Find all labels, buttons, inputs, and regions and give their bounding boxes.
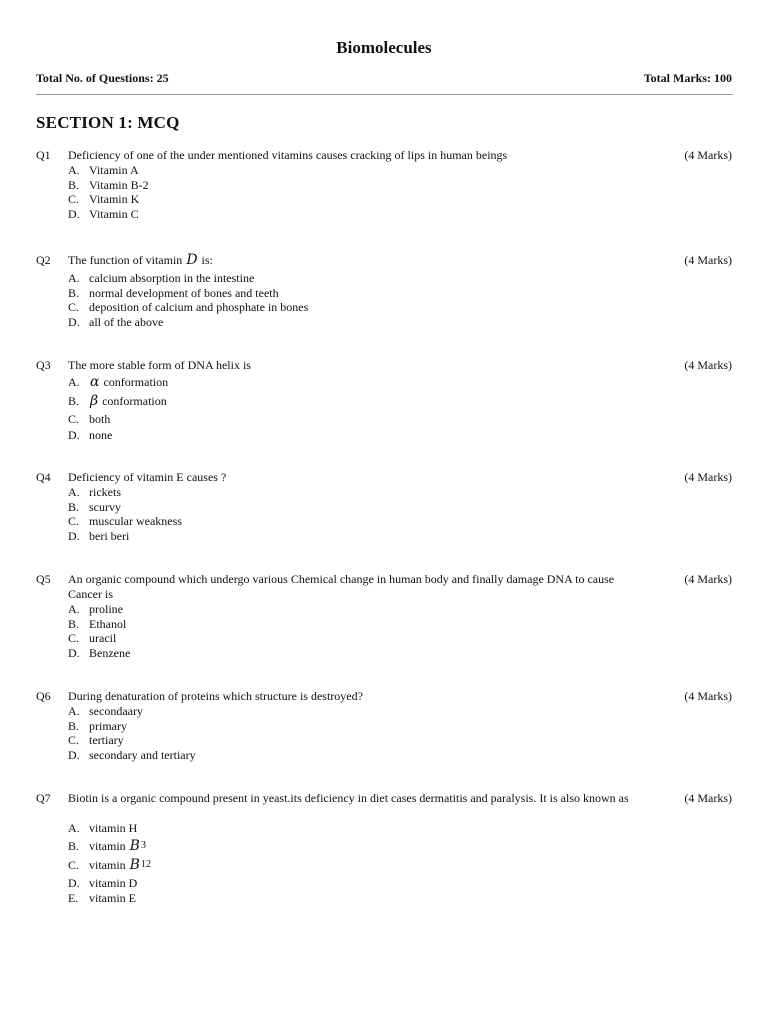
option-d [68,428,168,443]
option-text: tertiary [89,733,124,748]
option-label: D. [68,875,80,890]
option-text: none [89,427,113,442]
question-text: Deficiency of one of the under mentioned vitamins causes cracking of lips in human beings [68,148,508,162]
question-marks: (4 Marks) [684,253,732,267]
options-list [68,602,130,660]
question-number: Q4 [36,470,51,484]
question-text-after: is: [198,253,213,267]
question-text: Deficiency of vitamin E causes ? [68,470,227,484]
option-d [68,748,196,763]
option-text: conformation [102,394,167,409]
option-b [68,500,182,515]
option-text: vitamin E [89,891,136,906]
option-text: vitamin D [89,875,138,890]
math-variable: D [186,252,198,268]
option-text: rickets [89,485,121,499]
option-text: normal development of bones and teeth [89,285,279,300]
option-text: deposition of calcium and phosphate in bones [89,300,309,315]
option-text: uracil [89,631,117,646]
option-d [68,876,151,891]
option-label: D. [68,528,80,543]
option-label: A. [68,602,80,616]
option-text: Ethanol [89,616,127,631]
question-text: During denaturation of proteins which structure is destroyed? [68,689,363,703]
math-subscript: 12 [140,859,151,870]
option-a [68,602,130,617]
option-text: vitamin H [89,821,138,835]
option-b [68,719,196,734]
option-label: C. [68,858,80,872]
option-label: B. [68,394,80,409]
option-text: beri beri [89,528,130,543]
option-text: primary [89,718,127,733]
option-c [68,300,308,315]
total-marks: Total Marks: 100 [643,71,732,85]
option-c [68,192,149,207]
option-a [68,163,149,178]
options-list [68,485,182,543]
option-text: Vitamin A [89,163,139,177]
question-marks: (4 Marks) [684,572,732,586]
option-label: B. [68,616,80,631]
math-variable: B [129,857,140,873]
option-e [68,891,151,906]
question-number: Q2 [36,253,51,267]
option-text: secondary and tertiary [89,747,196,762]
option-b [68,617,130,632]
section-title: SECTION 1: MCQ [36,113,180,132]
option-c [68,631,130,646]
question-number: Q5 [36,572,51,586]
option-a [68,821,151,836]
question-marks: (4 Marks) [684,689,732,703]
options-list [68,163,149,221]
option-b [68,286,308,301]
question-number: Q7 [36,791,51,805]
option-c [68,855,151,874]
total-questions: Total No. of Questions: 25 [36,71,169,85]
option-d [68,315,308,330]
option-text: calcium absorption in the intestine [89,271,255,285]
option-text: vitamin [89,839,126,853]
option-label: C. [68,631,80,646]
question-marks: (4 Marks) [684,470,732,484]
option-text: Vitamin C [89,206,139,221]
header-divider [36,94,733,95]
option-b [68,836,151,855]
option-label: E. [68,891,79,906]
option-a [68,372,168,391]
option-label: D. [68,206,80,221]
question-marks: (4 Marks) [684,358,732,372]
page-title: Biomolecules [336,38,432,57]
option-label: A. [68,271,80,285]
option-label: B. [68,839,80,853]
option-text: all of the above [89,314,164,329]
option-a [68,271,308,286]
option-text: muscular weakness [89,514,182,529]
question-number: Q6 [36,689,51,703]
option-c [68,733,196,748]
option-c [68,514,182,529]
option-label: D. [68,314,80,329]
option-label: C. [68,300,80,315]
option-d [68,646,130,661]
option-text: scurvy [89,499,121,514]
option-label: D. [68,427,80,442]
beta-symbol: β [90,393,99,410]
option-label: B. [68,499,80,514]
option-d [68,529,182,544]
option-label: B. [68,285,80,300]
option-label: C. [68,412,80,426]
option-b [68,178,149,193]
question-text-before: The function of vitamin [68,253,186,267]
option-d [68,207,149,222]
math-variable: B [129,838,140,854]
option-text: secondaary [89,704,143,718]
option-label: A. [68,485,80,499]
option-label: B. [68,177,80,192]
option-label: A. [68,375,80,390]
options-list [68,821,151,906]
option-label: C. [68,192,80,207]
option-c [68,412,168,427]
question-marks: (4 Marks) [684,148,732,162]
option-text: Vitamin K [89,192,140,207]
option-text: Benzene [89,645,131,660]
question-text: An organic compound which undergo various Chemical change in human body and finally damage DNA to cause Cancer is [68,572,615,601]
option-label: A. [68,704,80,718]
question-marks: (4 Marks) [684,791,732,805]
alpha-symbol: α [90,374,100,391]
question-text [68,253,638,268]
options-list [68,271,308,329]
option-a [68,704,196,719]
option-label: C. [68,514,80,529]
option-label: D. [68,747,80,762]
option-text: proline [89,602,123,616]
options-list [68,704,196,762]
math-subscript: 3 [140,840,146,851]
question-number: Q3 [36,358,51,372]
question-text: The more stable form of DNA helix is [68,358,251,372]
question-number: Q1 [36,148,51,162]
option-b [68,391,168,410]
options-list [68,372,168,442]
option-label: C. [68,733,80,748]
option-a [68,485,182,500]
option-text: both [89,412,111,426]
option-label: D. [68,645,80,660]
question-text: Biotin is a organic compound present in yeast.its deficiency in diet cases dermatitis and paralysis. It is also known as [68,791,629,805]
option-text: conformation [103,375,169,390]
option-label: A. [68,821,80,835]
option-text: Vitamin B-2 [89,177,149,192]
option-label: B. [68,718,80,733]
option-label: A. [68,163,80,177]
option-text: vitamin [89,858,126,872]
